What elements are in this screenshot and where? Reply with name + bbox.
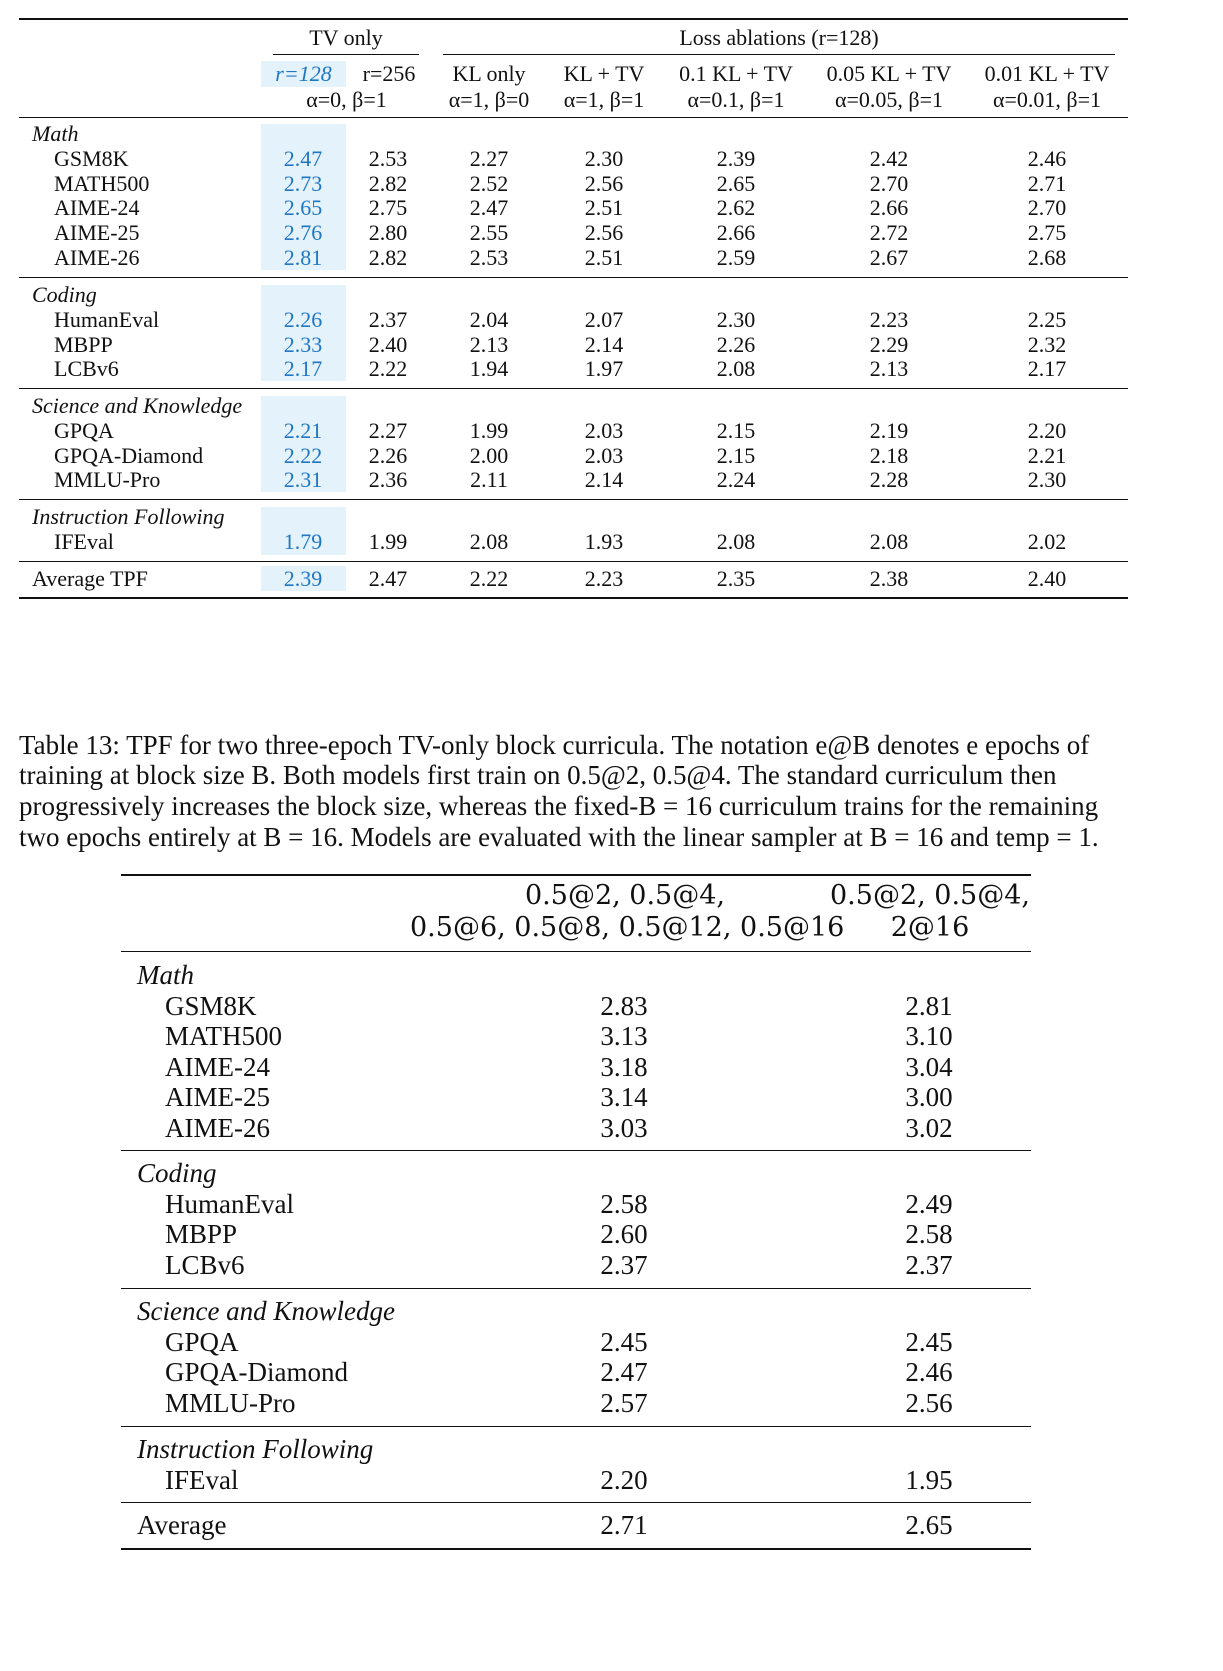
value-cell: 1.99 [368,529,408,554]
value-cell: 2.45 [905,1327,953,1357]
value-cell: 2.27 [469,146,509,171]
section-heading: Coding [32,282,97,307]
col-params-kl-only: α=1, β=0 [448,87,530,112]
row-label: GPQA-Diamond [165,1357,348,1387]
header-rule [19,117,1128,118]
section-heading: Instruction Following [137,1434,374,1464]
section-rule [121,1150,1031,1151]
value-cell: 2.20 [600,1465,648,1495]
row-label: GSM8K [165,991,257,1021]
value-cell: 2.57 [600,1388,648,1418]
caption-line: Table 13: TPF for two three-epoch TV-only block curricula. The notation e@B denotes e epochs of [19,730,1090,760]
average-value: 2.38 [869,566,909,591]
value-cell: 2.46 [905,1357,953,1387]
bottom-rule [121,1548,1031,1550]
section-rule [121,1502,1031,1503]
row-label: AIME-24 [54,195,140,220]
value-cell: 3.13 [600,1021,648,1051]
value-cell: 2.39 [716,146,756,171]
value-cell: 2.25 [1027,307,1067,332]
value-cell: 2.71 [1027,171,1067,196]
value-cell: 2.53 [368,146,408,171]
value-cell: 2.66 [869,195,909,220]
value-cell: 2.17 [1027,356,1067,381]
value-cell: 2.19 [869,418,909,443]
value-cell: 2.65 [283,195,323,220]
caption-line: two epochs entirely at B = 16. Models are evaluated with the linear sampler at B = 16 and temp = 1. [19,822,1099,852]
col-header-standard-line2: 0.5@6, 0.5@8, 0.5@12, 0.5@16 [410,912,845,943]
value-cell: 1.79 [283,529,323,554]
top-rule [121,874,1031,876]
value-cell: 2.37 [600,1250,648,1280]
value-cell: 2.31 [283,467,323,492]
row-label: MMLU-Pro [165,1388,296,1418]
col-header-r128: r=128 [275,61,332,86]
value-cell: 2.02 [1027,529,1067,554]
col-params-01kl-tv: α=0.1, β=1 [687,87,785,112]
value-cell: 2.08 [716,356,756,381]
value-cell: 2.33 [283,332,323,357]
row-label: AIME-25 [54,220,140,245]
value-cell: 2.58 [600,1189,648,1219]
value-cell: 2.65 [716,171,756,196]
value-cell: 2.26 [368,443,408,468]
row-label: AIME-24 [165,1052,270,1082]
value-cell: 2.08 [869,529,909,554]
value-cell: 3.03 [600,1113,648,1143]
value-cell: 2.37 [905,1250,953,1280]
average-value: 2.71 [600,1510,648,1540]
col-header-kl-tv: KL + TV [563,61,645,86]
value-cell: 2.59 [716,245,756,270]
value-cell: 2.22 [283,443,323,468]
value-cell: 3.18 [600,1052,648,1082]
row-label: IFEval [54,529,114,554]
col-params-001kl-tv: α=0.01, β=1 [992,87,1102,112]
section-rule [121,1426,1031,1427]
value-cell: 2.80 [368,220,408,245]
value-cell: 2.27 [368,418,408,443]
col-params-tv-only: α=0, β=1 [306,87,387,112]
value-cell: 2.20 [1027,418,1067,443]
value-cell: 2.53 [469,245,509,270]
value-cell: 2.70 [869,171,909,196]
value-cell: 2.56 [905,1388,953,1418]
section-rule [19,499,1128,500]
value-cell: 1.95 [905,1465,953,1495]
value-cell: 2.40 [368,332,408,357]
value-cell: 2.17 [283,356,323,381]
row-label: MATH500 [54,171,150,196]
value-cell: 2.15 [716,443,756,468]
group-rule-tv-only [273,54,419,55]
top-rule [19,18,1128,20]
value-cell: 2.14 [584,332,624,357]
value-cell: 2.21 [283,418,323,443]
value-cell: 3.04 [905,1052,953,1082]
value-cell: 2.82 [368,171,408,196]
value-cell: 3.00 [905,1082,953,1112]
row-label: MATH500 [165,1021,283,1051]
value-cell: 2.76 [283,220,323,245]
section-rule [19,561,1128,562]
value-cell: 2.42 [869,146,909,171]
value-cell: 2.13 [869,356,909,381]
col-header-fixed-line1: 0.5@2, 0.5@4, [830,880,1030,911]
value-cell: 2.66 [716,220,756,245]
row-label: LCBv6 [54,356,119,381]
average-value: 2.35 [716,566,756,591]
row-label: LCBv6 [165,1250,245,1280]
value-cell: 2.51 [584,195,624,220]
value-cell: 2.29 [869,332,909,357]
section-rule [19,277,1128,278]
average-value: 2.65 [905,1510,953,1540]
value-cell: 1.99 [469,418,509,443]
value-cell: 2.23 [869,307,909,332]
value-cell: 2.47 [283,146,323,171]
row-label: GPQA [54,418,114,443]
value-cell: 2.72 [869,220,909,245]
col-header-standard-line1: 0.5@2, 0.5@4, [525,880,725,911]
value-cell: 2.21 [1027,443,1067,468]
average-value: 2.40 [1027,566,1067,591]
value-cell: 2.24 [716,467,756,492]
value-cell: 2.11 [470,467,508,492]
value-cell: 2.56 [584,220,624,245]
value-cell: 1.93 [584,529,624,554]
value-cell: 1.94 [469,356,509,381]
average-label: Average TPF [32,566,148,591]
value-cell: 3.14 [600,1082,648,1112]
value-cell: 2.04 [469,307,509,332]
col-header-005kl-tv: 0.05 KL + TV [826,61,952,86]
value-cell: 2.13 [469,332,509,357]
caption-line: training at block size B. Both models first train on 0.5@2, 0.5@4. The standard curriculum then [19,760,1057,790]
group-header-loss-ablations: Loss ablations (r=128) [679,25,879,50]
col-header-001kl-tv: 0.01 KL + TV [984,61,1110,86]
value-cell: 2.26 [716,332,756,357]
value-cell: 2.18 [869,443,909,468]
row-label: GSM8K [54,146,129,171]
value-cell: 2.30 [584,146,624,171]
average-value: 2.22 [469,566,509,591]
value-cell: 2.30 [716,307,756,332]
bottom-rule [19,597,1128,599]
value-cell: 2.32 [1027,332,1067,357]
section-heading: Math [32,121,79,146]
value-cell: 2.22 [368,356,408,381]
row-label: AIME-26 [165,1113,270,1143]
row-label: HumanEval [165,1189,294,1219]
section-heading: Science and Knowledge [32,393,243,418]
average-value: 2.39 [283,566,323,591]
row-label: GPQA [165,1327,239,1357]
value-cell: 2.68 [1027,245,1067,270]
col-params-kl-tv: α=1, β=1 [563,87,645,112]
value-cell: 2.00 [469,443,509,468]
value-cell: 2.08 [469,529,509,554]
col-header-r256: r=256 [362,61,416,86]
value-cell: 2.67 [869,245,909,270]
value-cell: 2.62 [716,195,756,220]
value-cell: 2.37 [368,307,408,332]
row-label: IFEval [165,1465,239,1495]
value-cell: 2.81 [283,245,323,270]
section-heading: Instruction Following [32,504,225,529]
row-label: MBPP [165,1219,238,1249]
value-cell: 2.07 [584,307,624,332]
value-cell: 2.52 [469,171,509,196]
value-cell: 3.10 [905,1021,953,1051]
section-rule [121,1288,1031,1289]
value-cell: 2.70 [1027,195,1067,220]
value-cell: 2.46 [1027,146,1067,171]
value-cell: 2.81 [905,991,953,1021]
value-cell: 2.08 [716,529,756,554]
row-label: AIME-25 [165,1082,270,1112]
value-cell: 2.51 [584,245,624,270]
value-cell: 2.26 [283,307,323,332]
value-cell: 2.47 [600,1357,648,1387]
section-rule [19,388,1128,389]
value-cell: 2.58 [905,1219,953,1249]
value-cell: 2.82 [368,245,408,270]
group-rule-loss [443,54,1115,55]
section-heading: Science and Knowledge [137,1296,395,1326]
value-cell: 1.97 [584,356,624,381]
value-cell: 2.03 [584,418,624,443]
value-cell: 2.49 [905,1189,953,1219]
value-cell: 2.60 [600,1219,648,1249]
value-cell: 2.56 [584,171,624,196]
caption-line: progressively increases the block size, whereas the fixed-B = 16 curriculum trains for the remaining [19,791,1099,821]
value-cell: 2.55 [469,220,509,245]
value-cell: 2.75 [368,195,408,220]
value-cell: 2.15 [716,418,756,443]
col-header-fixed-line2: 2@16 [890,912,970,943]
col-header-01kl-tv: 0.1 KL + TV [679,61,793,86]
section-heading: Coding [137,1158,217,1188]
value-cell: 2.83 [600,991,648,1021]
value-cell: 2.03 [584,443,624,468]
value-cell: 2.28 [869,467,909,492]
col-header-kl-only: KL only [452,61,526,86]
row-label: GPQA-Diamond [54,443,204,468]
row-label: MBPP [54,332,113,357]
value-cell: 2.36 [368,467,408,492]
header-rule [121,951,1031,952]
row-label: MMLU-Pro [54,467,161,492]
value-cell: 3.02 [905,1113,953,1143]
value-cell: 2.14 [584,467,624,492]
average-value: 2.47 [368,566,408,591]
group-header-tv-only: TV only [309,25,383,50]
value-cell: 2.75 [1027,220,1067,245]
value-cell: 2.30 [1027,467,1067,492]
average-value: 2.23 [584,566,624,591]
row-label: HumanEval [54,307,160,332]
value-cell: 2.45 [600,1327,648,1357]
average-label: Average [137,1510,227,1540]
section-heading: Math [137,960,194,990]
value-cell: 2.47 [469,195,509,220]
col-params-005kl-tv: α=0.05, β=1 [834,87,944,112]
row-label: AIME-26 [54,245,140,270]
value-cell: 2.73 [283,171,323,196]
